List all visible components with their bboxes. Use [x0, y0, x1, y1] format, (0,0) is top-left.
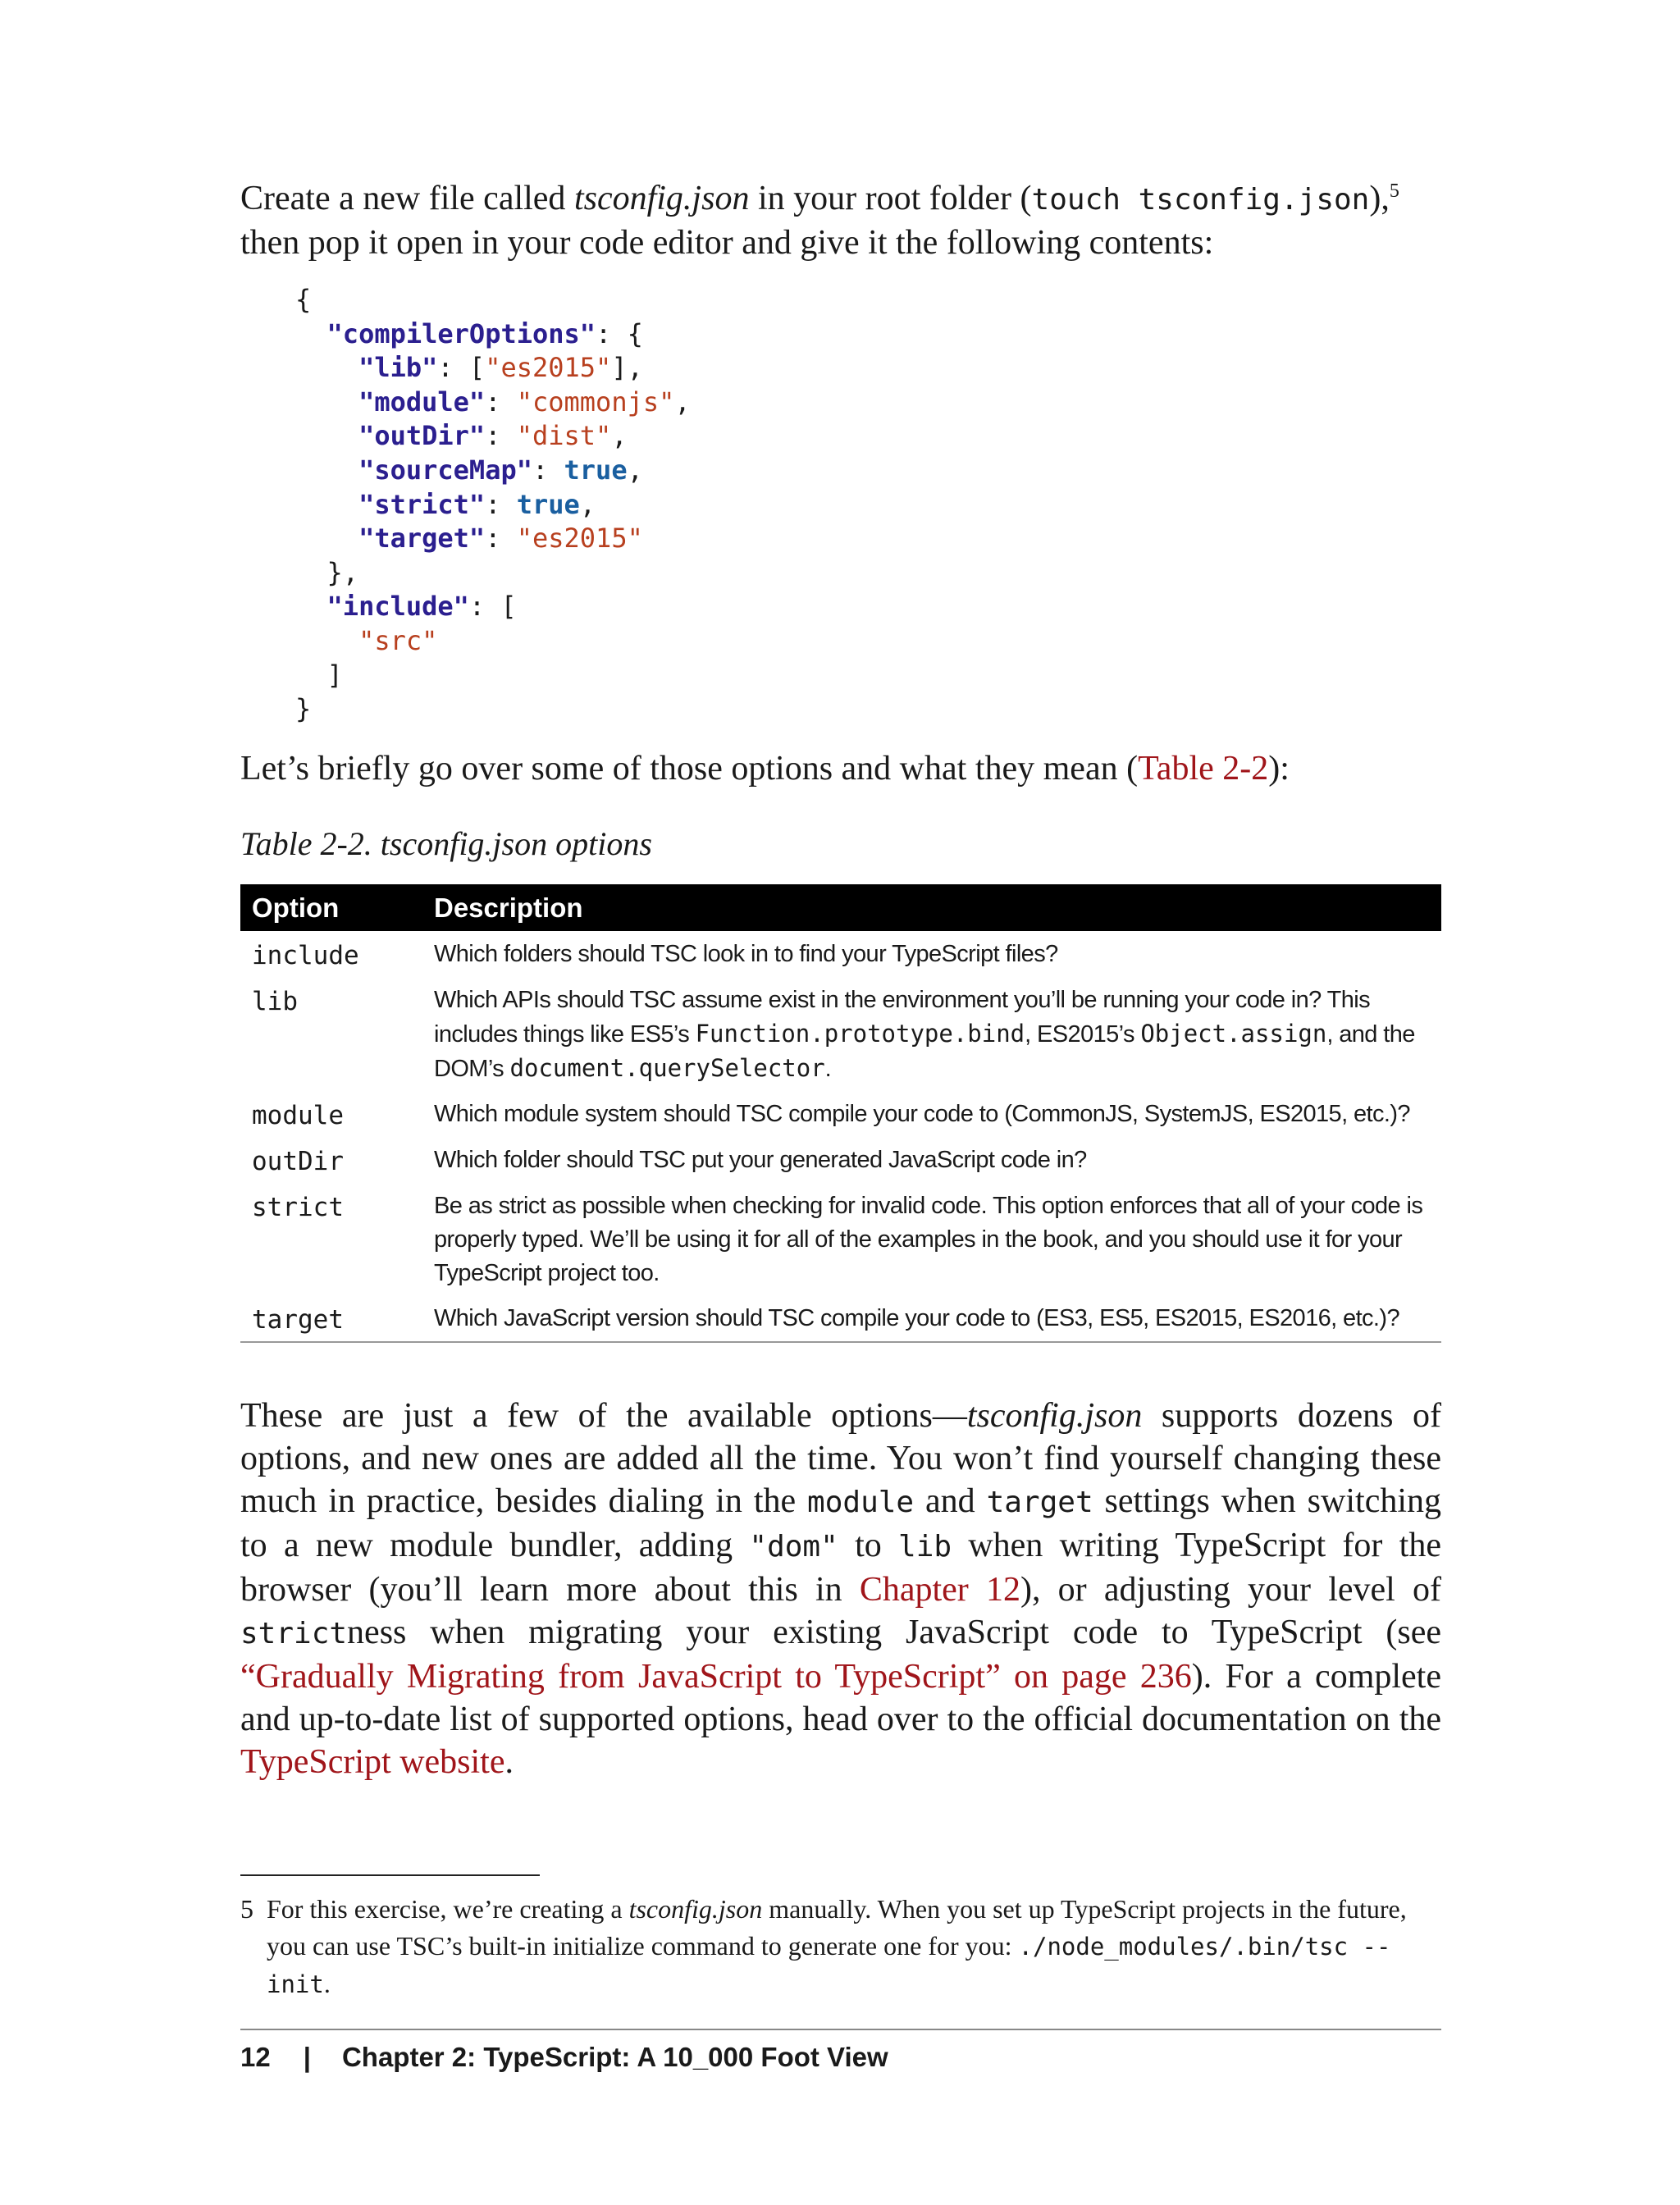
inline-code: target — [986, 1486, 1093, 1519]
inline-code: module — [807, 1486, 915, 1519]
body-text: when writing TypeScript for the browser (you’ll learn more about this in — [240, 1527, 1441, 1609]
header-description: Description — [422, 884, 1441, 931]
footnote-text-part: . — [323, 1969, 331, 1998]
page-number: 12 — [240, 2042, 271, 2072]
desc-code: document.querySelector — [509, 1054, 825, 1082]
footnote-text-part: manually. When you set up TypeScript projects in the future, you can use TSC’s built-in initialize command to generate one for you: — [267, 1894, 1407, 1961]
table-lead-paragraph — [240, 747, 1441, 790]
body-text: settings when switching to a new module bundler, adding — [240, 1482, 1442, 1564]
table-row — [240, 1137, 1441, 1183]
code-line: "sourceMap": true, — [358, 454, 643, 486]
option-name: lib — [252, 987, 298, 1016]
footer-rule — [240, 2029, 1441, 2030]
code-line: "module": "commonjs", — [358, 386, 691, 418]
code-block — [295, 283, 691, 727]
body-text: supports dozens of options, and new ones are added all the time. You won’t find yourself changing these much in practice, besides dialing in the — [240, 1397, 1441, 1520]
table-link[interactable]: Table 2-2 — [1138, 750, 1269, 788]
code-line: "target": "es2015" — [358, 523, 643, 555]
option-name: target — [240, 1295, 422, 1342]
intro-paragraph — [240, 177, 1441, 264]
code-line: "lib": ["es2015"], — [358, 352, 643, 384]
code-line: "src" — [358, 624, 438, 656]
intro-text-1: Create a new file called — [240, 180, 574, 217]
body-text: and — [914, 1482, 987, 1520]
caption-title: tsconfig.json options — [380, 825, 652, 862]
intro-command: touch tsconfig.json — [1031, 183, 1370, 217]
inline-code: lib — [898, 1530, 952, 1564]
caption-prefix: Table 2-2. — [240, 825, 381, 862]
option-name: outDir — [252, 1147, 344, 1176]
body-filename: tsconfig.json — [966, 1397, 1143, 1435]
footnote-text-part: For this exercise, we’re creating a — [267, 1894, 629, 1924]
desc-text: Which APIs should TSC assume exist in the environment you’ll be running your code in? This includes things like ES5’s — [434, 987, 1370, 1048]
chapter-12-link[interactable]: Chapter 12 — [859, 1571, 1020, 1609]
intro-filename: tsconfig.json — [573, 180, 750, 217]
code-line: }, — [295, 556, 359, 588]
typescript-website-link[interactable]: TypeScript website — [240, 1743, 505, 1781]
footer-separator: | — [303, 2042, 311, 2072]
migrating-section-link[interactable]: “Gradually Migrating from JavaScript to TypeScript” on page 236 — [240, 1658, 1192, 1696]
desc-text: . — [824, 1056, 832, 1082]
chapter-title: Chapter 2: TypeScript: A 10_000 Foot View — [341, 2042, 888, 2072]
footnote-number: 5 — [240, 1894, 253, 1924]
intro-text-3: ), — [1369, 180, 1390, 217]
lead-text: Let’s briefly go over some of those options and what they mean ( — [240, 750, 1139, 788]
code-line: "include": [ — [326, 591, 517, 623]
inline-code: strict — [240, 1617, 348, 1650]
option-description — [422, 977, 1441, 1091]
footnote-text — [267, 1891, 1441, 2003]
page-footer — [240, 2039, 888, 2075]
lead-end: ): — [1268, 750, 1290, 788]
table-row — [240, 977, 1441, 1091]
code-line: "compilerOptions": { — [326, 317, 643, 349]
table-caption — [240, 824, 652, 863]
table-header-row — [240, 884, 1441, 931]
body-text: . — [504, 1743, 514, 1781]
footnote-rule — [240, 1874, 540, 1876]
table-row — [240, 1295, 1441, 1342]
body-paragraph — [240, 1395, 1441, 1783]
intro-text-4: then pop it open in your code editor and give it the following contents: — [240, 224, 1214, 262]
body-text: ness when migrating your existing JavaScript code to TypeScript (see — [347, 1614, 1441, 1651]
footnote-reference[interactable]: 5 — [1389, 180, 1399, 202]
body-text: ). For a complete and up-to-date list of supported options, head over to the official documentation on the — [240, 1658, 1441, 1738]
desc-code: Object.assign — [1140, 1020, 1327, 1048]
option-description: Be as strict as possible when checking for invalid code. This option enforces that all of your code is properly typed. We’ll be using it for all of the examples in the book, and you should use it for your TypeScript project too. — [434, 1193, 1423, 1286]
desc-code: Function.prototype.bind — [695, 1020, 1025, 1048]
option-name: module — [252, 1101, 344, 1130]
footnote — [240, 1891, 1441, 2003]
inline-code: "dom" — [749, 1530, 838, 1564]
option-description: Which folder should TSC put your generated JavaScript code in? — [434, 1147, 1087, 1173]
table-row — [240, 931, 1441, 977]
body-text: These are just a few of the available options— — [240, 1397, 967, 1435]
footnote-command: ./node_modules/.bin/tsc --init — [267, 1933, 1391, 1998]
code-line: "strict": true, — [358, 488, 596, 520]
code-line: "outDir": "dist", — [358, 420, 628, 452]
options-table — [240, 884, 1441, 1343]
code-line: } — [295, 693, 312, 725]
header-option: Option — [240, 884, 422, 931]
desc-text: , ES2015’s — [1025, 1021, 1141, 1048]
option-description: Which module system should TSC compile your code to (CommonJS, SystemJS, ES2015, etc.)? — [434, 1101, 1410, 1127]
table-row — [240, 1183, 1441, 1295]
footnote-filename: tsconfig.json — [628, 1894, 763, 1924]
code-line: { — [295, 284, 312, 315]
table-row — [240, 1091, 1441, 1137]
option-name: include — [252, 941, 359, 970]
code-line: ] — [295, 659, 343, 691]
intro-text-2: in your root folder ( — [749, 180, 1032, 217]
option-name: strict — [252, 1193, 344, 1222]
desc-text: , and the DOM’s — [434, 1021, 1415, 1082]
option-description: Which JavaScript version should TSC compile your code to (ES3, ES5, ES2015, ES2016, etc.)? — [422, 1295, 1441, 1342]
option-description: Which folders should TSC look in to find your TypeScript files? — [434, 941, 1058, 967]
body-text: ), or adjusting your level of — [1020, 1571, 1442, 1609]
body-text: to — [838, 1527, 899, 1564]
